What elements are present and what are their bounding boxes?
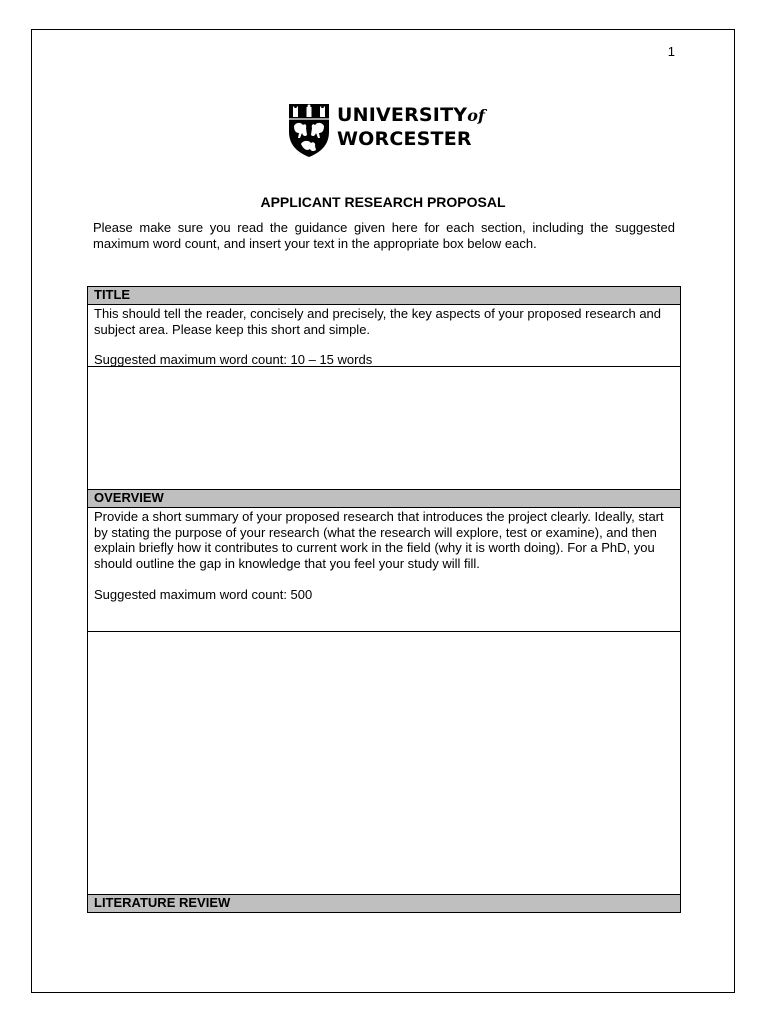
title-word-count: Suggested maximum word count: 10 – 15 words (94, 352, 373, 367)
section-header-literature-review: LITERATURE REVIEW (88, 895, 680, 913)
overview-guidance-text: Provide a short summary of your proposed research that introduces the project clearly. Ideally, start by stating the purpose of your research (what the research will explore, test or examine), and then explain briefly how it contributes to current work in the field (why it is worth doing). For a PhD, you should outline the gap in knowledge that you feel your study will fill. (94, 509, 664, 571)
logo-line1: UNIVERSITY (337, 104, 468, 126)
title-answer-box[interactable] (88, 367, 680, 490)
overview-guidance (88, 508, 680, 632)
university-logo (287, 102, 486, 158)
document-title: APPLICANT RESEARCH PROPOSAL (260, 194, 506, 210)
section-header-title: TITLE (88, 287, 680, 305)
proposal-table (87, 286, 681, 913)
title-guidance (88, 305, 680, 367)
logo-of: of (467, 106, 486, 125)
page-number: 1 (667, 44, 675, 59)
title-guidance-text: This should tell the reader, concisely and precisely, the key aspects of your proposed research and subject area. Please keep this short and simple. (94, 306, 662, 337)
logo-wordmark (337, 104, 487, 151)
overview-word-count: Suggested maximum word count: 500 (94, 587, 313, 602)
university-crest-icon (287, 102, 331, 158)
section-header-overview: OVERVIEW (88, 490, 680, 508)
logo-line2: WORCESTER (337, 128, 472, 150)
overview-answer-box[interactable] (88, 632, 680, 895)
intro-paragraph: Please make sure you read the guidance given here for each section, including the suggested maximum word count, and insert your text in the appropriate box below each. (93, 220, 675, 251)
document-page (31, 29, 735, 993)
